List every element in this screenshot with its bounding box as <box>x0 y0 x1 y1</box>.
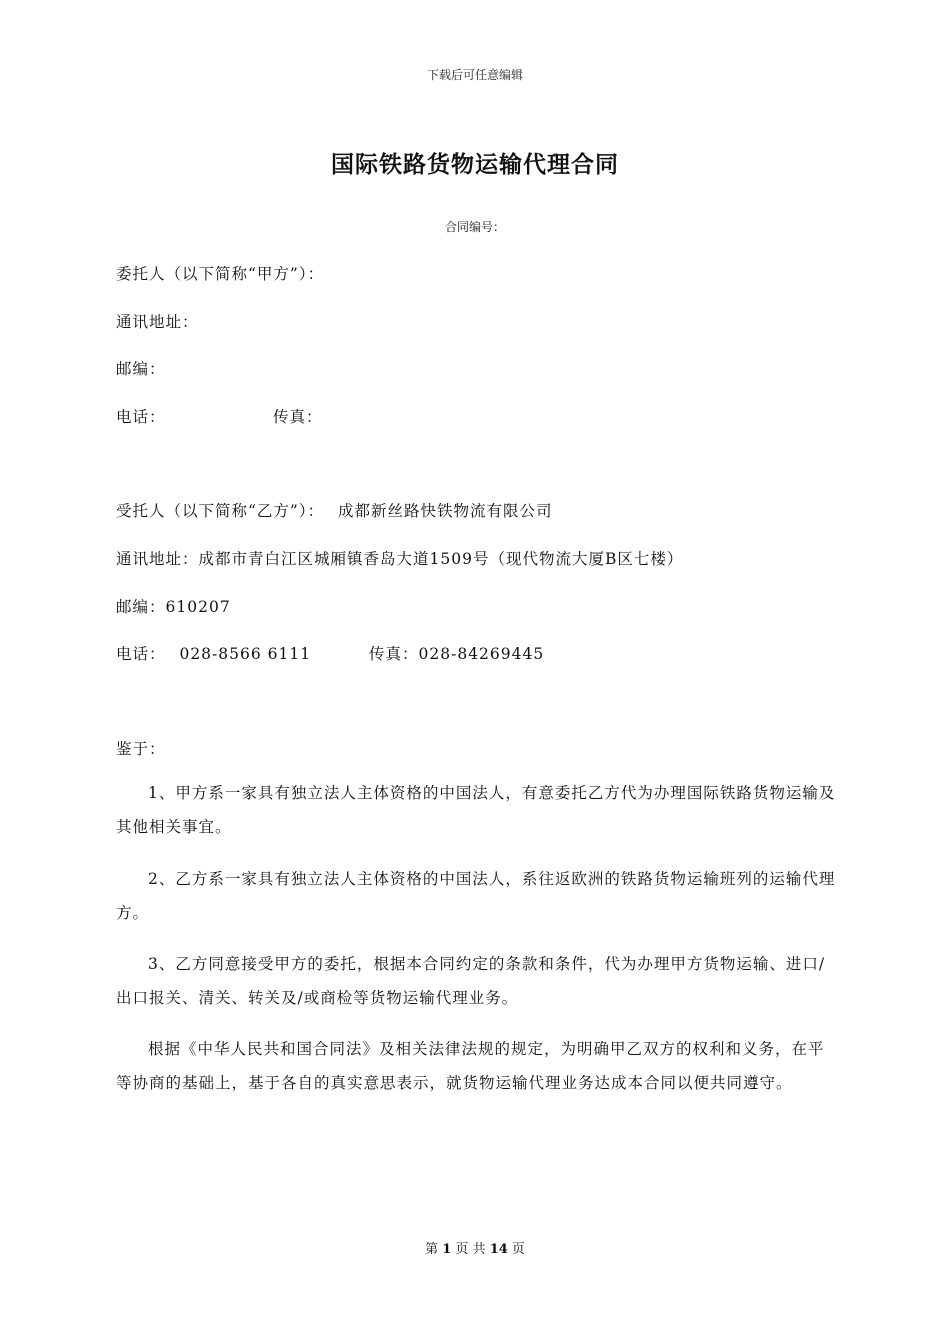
footer-middle: 页 共 <box>455 1242 486 1257</box>
party-b-postcode-line <box>116 595 231 617</box>
closing-paragraph: 根据《中华人民共和国合同法》及相关法律法规的规定，为明确甲乙双方的权利和义务，在平等协商的基础上，基于各自的真实意思表示，就货物运输代理业务达成本合同以便共同遵守。 <box>116 1040 825 1092</box>
party-b-fax-line <box>369 642 544 664</box>
party-a-fax-label: 传真： <box>273 408 323 426</box>
party-b-fax-value: 028-84269445 <box>418 645 545 663</box>
party-b-phone-label: 电话： <box>116 645 166 663</box>
party-a-address-line <box>116 310 199 332</box>
party-b-postcode-value: 610207 <box>165 598 231 616</box>
party-a-name-label: 委托人（以下简称“甲方”）： <box>116 265 325 283</box>
party-b-fax-label: 传真： <box>369 645 419 663</box>
party-a-name-line <box>116 262 324 284</box>
party-b-address-value: 成都市青白江区城厢镇香岛大道1509号（现代物流大厦B区七楼） <box>198 550 684 568</box>
clause-paragraph-2: 2、乙方系一家具有独立法人主体资格的中国法人，系往返欧洲的铁路货物运输班列的运输代理方。 <box>116 870 836 922</box>
total-pages-number: 14 <box>489 1242 508 1257</box>
footer-prefix: 第 <box>425 1242 439 1257</box>
party-a-phone-label: 电话： <box>116 408 166 426</box>
party-b-postcode-label: 邮编： <box>116 598 166 616</box>
party-a-postcode-label: 邮编： <box>116 360 166 378</box>
party-b-name-value: 成都新丝路快铁物流有限公司 <box>338 502 553 520</box>
document-title: 国际铁路货物运输代理合同 <box>331 151 619 178</box>
party-b-phone-line <box>116 642 311 664</box>
page-footer <box>0 1238 950 1257</box>
party-a-address-label: 通讯地址： <box>116 313 199 331</box>
party-b-name-label: 受托人（以下简称“乙方”）： <box>116 502 325 520</box>
contract-number-label: 合同编号： <box>444 220 505 234</box>
clause-paragraph-1: 1、甲方系一家具有独立法人主体资格的中国法人，有意委托乙方代为办理国际铁路货物运输及其他相关事宜。 <box>116 784 836 836</box>
party-b-name-line <box>116 499 553 521</box>
whereas-label: 鉴于： <box>116 740 166 758</box>
party-a-postcode-line <box>116 357 166 379</box>
party-b-phone-value: 028-8566 6111 <box>179 645 312 663</box>
party-b-address-label: 通讯地址： <box>116 550 199 568</box>
current-page-number: 1 <box>442 1242 452 1257</box>
header-note: 下载后可任意编辑 <box>426 68 523 82</box>
footer-suffix: 页 <box>511 1242 525 1257</box>
party-b-address-line <box>116 547 683 569</box>
clause-paragraph-3: 3、乙方同意接受甲方的委托，根据本合同约定的条款和条件，代为办理甲方货物运输、进口/出口报关、清关、转关及/或商检等货物运输代理业务。 <box>116 955 826 1007</box>
